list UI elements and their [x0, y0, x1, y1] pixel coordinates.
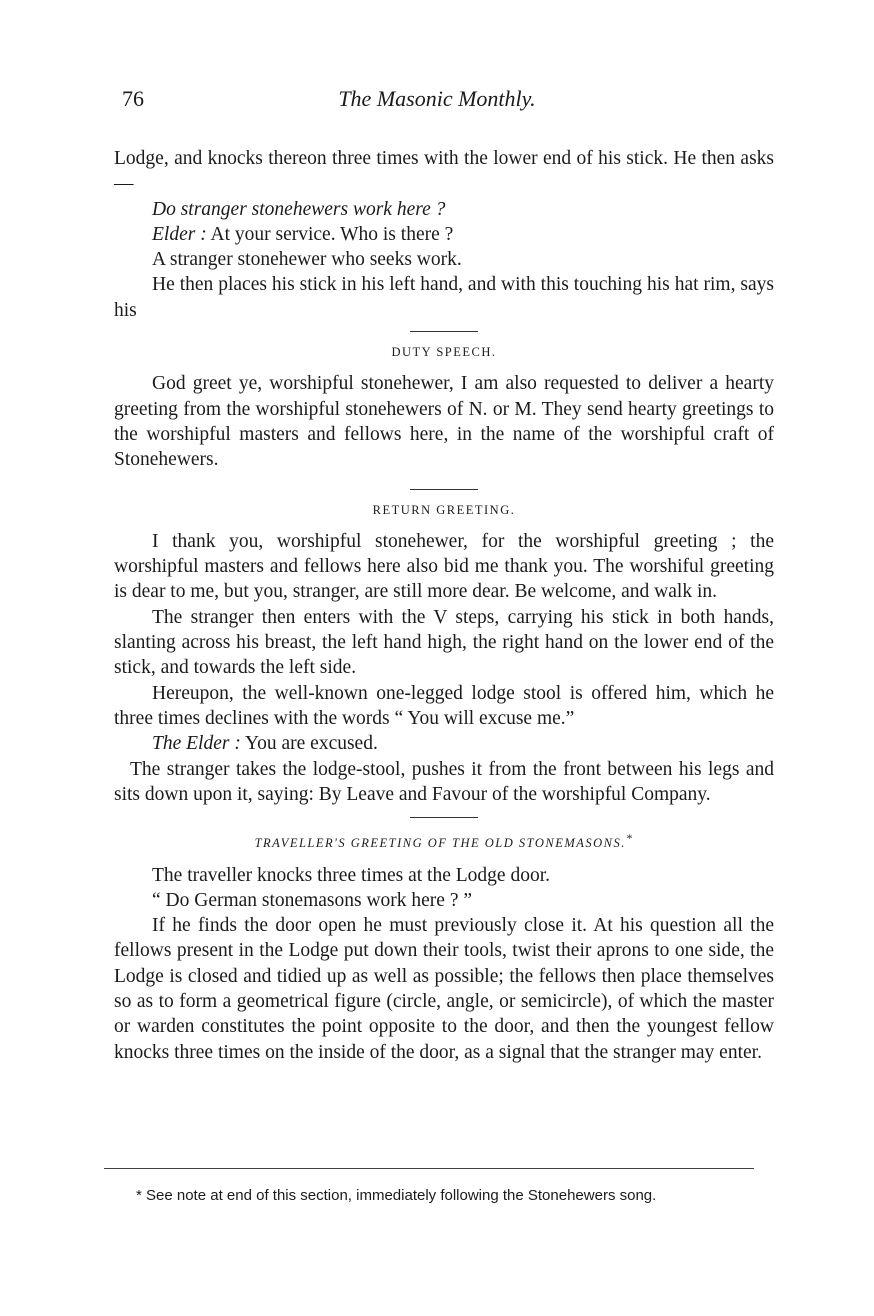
running-title: The Masonic Monthly.: [338, 86, 536, 111]
paragraph: If he finds the door open he must previously close it. At his question all the fellows present in the Lodge put down their tools, twist their aprons to one side, the Lodge is closed and tidied up as well as possible; the fellows then place themselves so as to form a geometrical figure (circle, angle, or semicircle), of which the master or warden constitutes the point opposite to the door, and then the youngest fellow knocks three times on the inside of the door, as a signal that the stranger may enter.: [114, 915, 774, 1063]
paragraph: He then places his stick in his left hand, and with this touching his hat rim, says his: [114, 274, 774, 321]
section-title-text: TRAVELLER'S GREETING OF THE OLD STONEMASONS.: [254, 836, 626, 851]
section-title-return-greeting: RETURN GREETING.: [372, 502, 516, 517]
paragraph: A stranger stonehewer who seeks work.: [152, 249, 462, 271]
section-divider: [410, 489, 478, 490]
paragraph: Do stranger stonehewers work here ?: [152, 198, 446, 220]
speaker-label: The Elder :: [152, 733, 241, 755]
paragraph: God greet ye, worshipful stonehewer, I am also requested to deliver a hearty greeting from the worshipful stonehewers of N. or M. They send hearty greetings to the worshipful masters and fellows here, in the name of the worshipful craft of Stonehewers.: [114, 373, 774, 471]
page-number: 76: [122, 86, 144, 111]
speaker-label: Elder :: [152, 223, 207, 245]
speech-text: You are excused.: [240, 733, 378, 755]
paragraph: The stranger takes the lodge-stool, pushes it from the front between his legs and sits down upon it, saying: By Leave and Favour of the worshipful Company.: [114, 758, 774, 805]
footnote-divider: [104, 1168, 754, 1169]
page-header: [0, 86, 874, 118]
paragraph: Lodge, and knocks thereon three times with the lower end of his stick. He then asks—: [114, 148, 774, 195]
paragraph: I thank you, worshipful stonehewer, for the worshipful greeting ; the worshipful masters and fellows here also bid me thank you. The worshiful greeting is dear to me, but you, stranger, are still more dear. Be welcome, and walk in.: [114, 530, 774, 603]
paragraph: [114, 731, 774, 756]
paragraph: The traveller knocks three times at the Lodge door.: [152, 864, 550, 886]
section-title-traveller-greeting: [114, 826, 774, 856]
paragraph: [114, 222, 774, 247]
speech-text: At your service. Who is there ?: [206, 223, 454, 245]
section-divider: [410, 817, 478, 818]
paragraph: “ Do German stonemasons work here ? ”: [152, 889, 473, 911]
paragraph: Hereupon, the well-known one-legged lodge stool is offered him, which he three times declines with the words “ You will excuse me.”: [114, 682, 774, 729]
page-body: [114, 146, 774, 1065]
footnote-mark: *: [625, 831, 634, 846]
footnote: * See note at end of this section, immediately following the Stonehewers song.: [136, 1187, 657, 1204]
paragraph: The stranger then enters with the V steps, carrying his stick in both hands, slanting across his breast, the left hand high, the right hand on the lower end of the stick, and towards the left side.: [114, 606, 774, 679]
section-title-duty-speech: DUTY SPEECH.: [391, 345, 497, 360]
section-divider: [410, 331, 478, 332]
